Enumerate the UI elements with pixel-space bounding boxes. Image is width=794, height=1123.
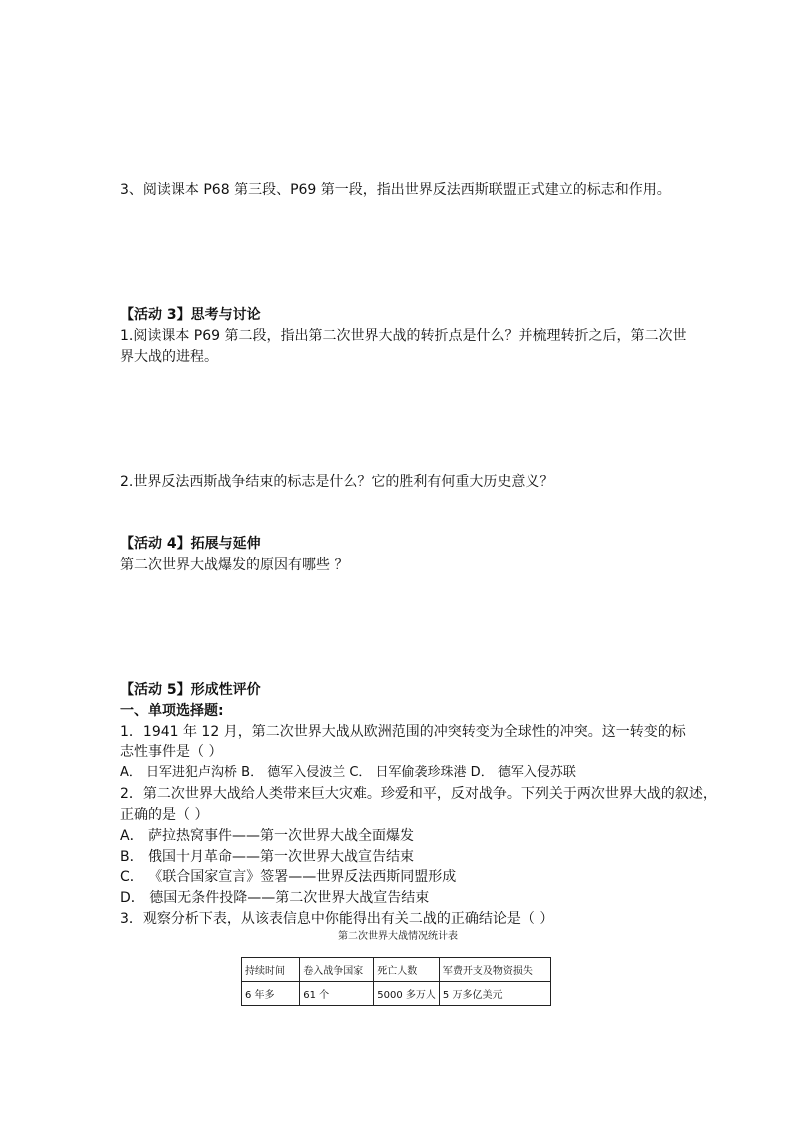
activity-3-q1-line1: 1.阅读课本 P69 第二段，指出第二次世界大战的转折点是什么？并梳理转折之后，第二次世 [120,328,687,344]
table-header-cell: 死亡人数 [374,958,440,982]
activity-3-q1-line2: 界大战的进程。 [120,349,218,365]
table-cell: 5 万多亿美元 [439,982,550,1006]
activity-3-heading: 【活动 3】思考与讨论 [120,307,261,323]
choice-q1-line1: 1．1941 年 12 月，第二次世界大战从欧洲范围的冲突转变为全球性的冲突。这一转变的标 [120,724,686,740]
table-row [242,982,551,1006]
activity-5-heading: 【活动 5】形成性评价 [120,682,261,698]
section-heading-single-choice: 一、单项选择题: [120,703,224,719]
table-cell: 5000 多万人 [374,982,440,1006]
choice-q2-line2: 正确的是（ ） [120,807,209,823]
question-3-read: 3、阅读课本 P68 第三段、P69 第一段，指出世界反法西斯联盟正式建立的标志和作用。 [120,182,671,198]
table-header-row [242,958,551,982]
table-header-cell: 卷入战争国家 [300,958,374,982]
activity-4-heading: 【活动 4】拓展与延伸 [120,536,261,552]
choice-q2-option-d: D． 德国无条件投降——第二次世界大战宣告结束 [120,890,430,906]
choice-q2-option-c: C． 《联合国家宣言》签署——世界反法西斯同盟形成 [120,869,457,885]
choice-q2-line1: 2．第二次世界大战给人类带来巨大灾难。珍爱和平，反对战争。下列关于两次世界大战的叙述， [120,786,717,802]
choice-q2-option-a: A． 萨拉热窝事件——第一次世界大战全面爆发 [120,828,415,844]
choice-q2-option-b: B． 俄国十月革命——第一次世界大战宣告结束 [120,849,415,865]
choice-q1-options: A． 日军进犯卢沟桥 B． 德军入侵波兰 C． 日军偷袭珍珠港 D． 德军入侵苏联 [120,765,576,780]
activity-3-q2: 2.世界反法西斯战争结束的标志是什么？它的胜利有何重大历史意义？ [120,474,554,490]
table-cell: 61 个 [300,982,374,1006]
table-header-cell: 军费开支及物资损失 [439,958,550,982]
statistics-table [241,957,551,1006]
activity-4-question: 第二次世界大战爆发的原因有哪些 ？ [120,557,349,573]
choice-q3: 3．观察分析下表，从该表信息中你能得出有关二战的正确结论是（ ） [120,911,554,927]
table-cell: 6 年多 [242,982,300,1006]
table-caption: 第二次世界大战情况统计表 [338,931,458,942]
table-header-cell: 持续时间 [242,958,300,982]
choice-q1-line2: 志性事件是（ ） [120,744,223,760]
